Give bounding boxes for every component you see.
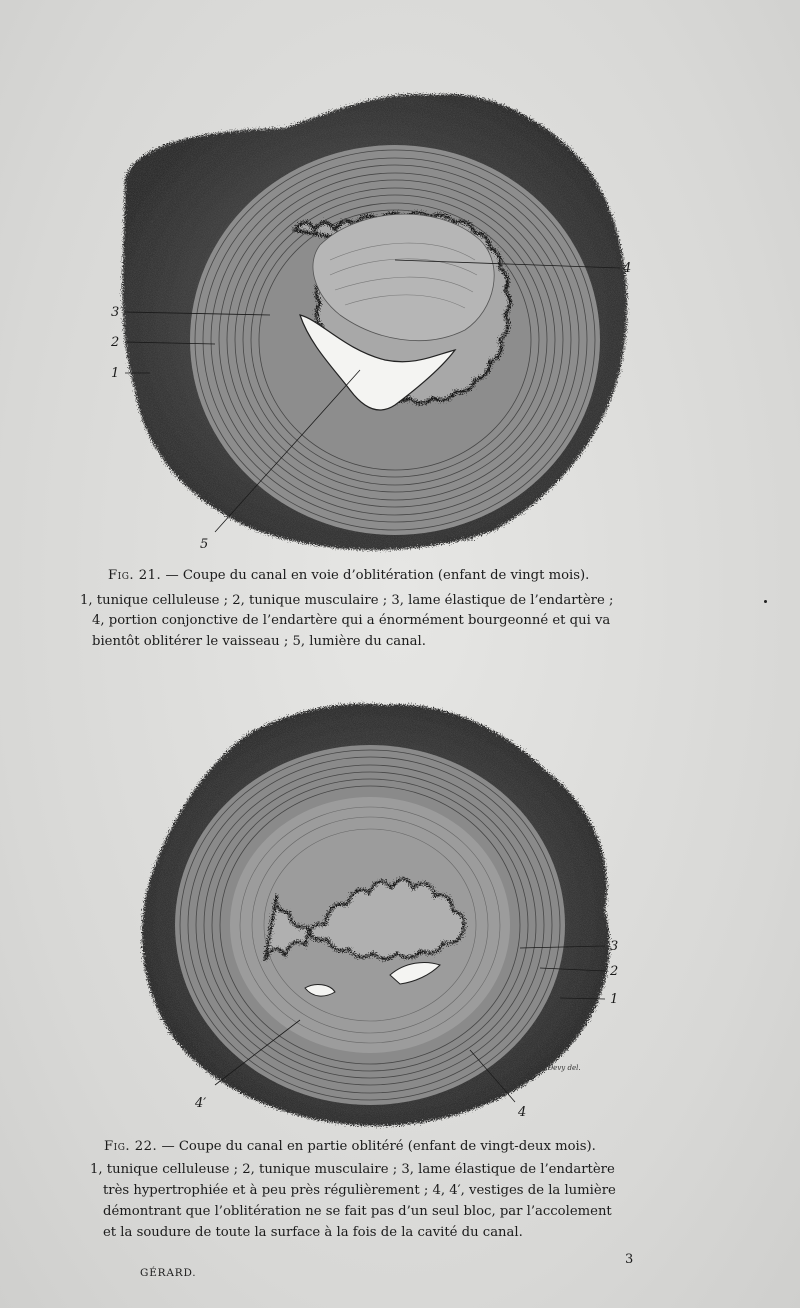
figure-21-caption-title xyxy=(108,566,589,585)
stray-mark xyxy=(764,600,767,603)
label-1: 1 xyxy=(111,366,120,381)
figure-22-caption-line-2: très hypertrophiée et à peu près régulièrement ; 4, 4′, vestiges de la lumière xyxy=(103,1183,616,1198)
engraver-signature: G.Devy del. xyxy=(435,535,476,543)
label-4: 4 xyxy=(518,1105,527,1120)
figure-21-caption-line-3: bientôt oblitérer le vaisseau ; 5, lumière du canal. xyxy=(92,634,426,649)
figure-22-caption-line-4: et la soudure de toute la surface à la fois de la cavité du canal. xyxy=(103,1225,523,1240)
label-2: 2 xyxy=(111,335,120,350)
label-3: 3 xyxy=(111,305,120,320)
footer-author: GÉRARD. xyxy=(140,1267,197,1279)
figure-21-illustration xyxy=(95,70,640,560)
label-4-prime: 4′ xyxy=(195,1096,207,1111)
figure-21-drawing xyxy=(95,70,640,560)
figure-22-caption-line-3: démontrant que l’oblitération ne se fait pas d’un seul bloc, par l’accolement xyxy=(103,1204,612,1219)
label-2: 2 xyxy=(610,964,619,979)
figure-22-illustration xyxy=(125,690,645,1135)
engraver-signature: G.Devy del. xyxy=(540,1064,581,1072)
label-4: 4 xyxy=(623,261,632,276)
figure-22-drawing xyxy=(125,690,645,1135)
label-1: 1 xyxy=(610,992,619,1007)
figure-21-title-text: — Coupe du canal en voie d’oblitération (enfant de vingt mois). xyxy=(161,568,590,583)
figure-22-label: Fig. 22. xyxy=(104,1139,158,1154)
figure-22-caption-line-1: 1, tunique celluleuse ; 2, tunique musculaire ; 3, lame élastique de l’endartère xyxy=(90,1162,615,1177)
figure-22-caption-title xyxy=(104,1137,596,1156)
figure-22-title-text: — Coupe du canal en partie oblitéré (enfant de vingt-deux mois). xyxy=(157,1139,596,1154)
page-number: 3 xyxy=(625,1252,634,1267)
figure-21-caption-line-1: 1, tunique celluleuse ; 2, tunique musculaire ; 3, lame élastique de l’endartère ; xyxy=(80,593,614,608)
label-3: 3 xyxy=(610,939,619,954)
label-5: 5 xyxy=(200,537,209,552)
figure-21-caption-line-2: 4, portion conjonctive de l’endartère qui a énormément bourgeonné et qui va xyxy=(92,613,611,628)
figure-21-label: Fig. 21. xyxy=(108,568,162,583)
